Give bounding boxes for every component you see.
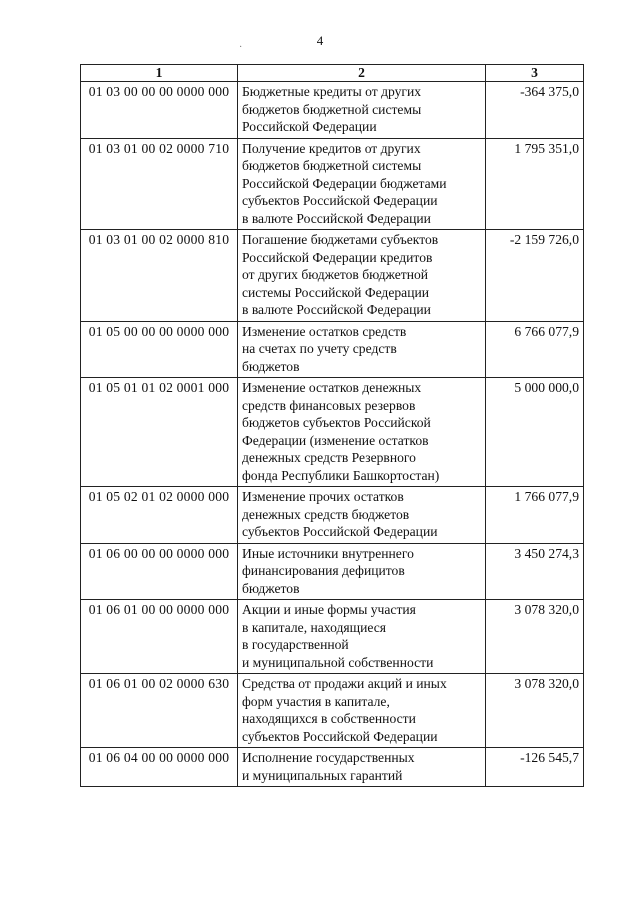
budget-code: 01 05 02 01 02 0000 000: [81, 487, 238, 544]
budget-code: 01 05 01 01 02 0001 000: [81, 378, 238, 487]
row-description: Средства от продажи акций и иных форм участия в капитале, находящихся в собственности субъектов Российской Федерации: [238, 674, 486, 748]
budget-code: 01 03 01 00 02 0000 710: [81, 138, 238, 230]
scan-speck: ·: [239, 42, 243, 53]
row-description: Изменение остатков денежных средств финансовых резервов бюджетов субъектов Российской Федерации (изменение остатков денежных средств Резервного фонда Республики Башкортостан): [238, 378, 486, 487]
row-amount: 1 766 077,9: [486, 487, 584, 544]
table-row: [81, 600, 584, 674]
column-header: 3: [486, 65, 584, 82]
sources-financing-table: [80, 64, 584, 787]
row-description: Изменение остатков средств на счетах по учету средств бюджетов: [238, 321, 486, 378]
budget-code: 01 06 01 00 00 0000 000: [81, 600, 238, 674]
row-amount: 1 795 351,0: [486, 138, 584, 230]
table-row: [81, 487, 584, 544]
row-amount: -2 159 726,0: [486, 230, 584, 322]
row-description: Изменение прочих остатков денежных средств бюджетов субъектов Российской Федерации: [238, 487, 486, 544]
budget-code: 01 03 00 00 00 0000 000: [81, 82, 238, 139]
budget-code: 01 06 00 00 00 0000 000: [81, 543, 238, 600]
row-description: Иные источники внутреннего финансирования дефицитов бюджетов: [238, 543, 486, 600]
row-description: Исполнение государственных и муниципальных гарантий: [238, 748, 486, 787]
budget-code: 01 05 00 00 00 0000 000: [81, 321, 238, 378]
row-description: Погашение бюджетами субъектов Российской Федерации кредитов от других бюджетов бюджетной системы Российской Федерации в валюте Российской Федерации: [238, 230, 486, 322]
table-row: [81, 321, 584, 378]
table-row: [81, 230, 584, 322]
row-description: Получение кредитов от других бюджетов бюджетной системы Российской Федерации бюджетами субъектов Российской Федерации в валюте Российской Федерации: [238, 138, 486, 230]
table-row: [81, 82, 584, 139]
row-amount: 3 078 320,0: [486, 674, 584, 748]
row-amount: -126 545,7: [486, 748, 584, 787]
table-row: [81, 748, 584, 787]
row-description: Акции и иные формы участия в капитале, находящиеся в государственной и муниципальной собственности: [238, 600, 486, 674]
row-amount: 3 450 274,3: [486, 543, 584, 600]
table-header-row: [81, 65, 584, 82]
row-description: Бюджетные кредиты от других бюджетов бюджетной системы Российской Федерации: [238, 82, 486, 139]
row-amount: 3 078 320,0: [486, 600, 584, 674]
table-row: [81, 543, 584, 600]
budget-code: 01 06 04 00 00 0000 000: [81, 748, 238, 787]
budget-code: 01 06 01 00 02 0000 630: [81, 674, 238, 748]
row-amount: -364 375,0: [486, 82, 584, 139]
row-amount: 6 766 077,9: [486, 321, 584, 378]
table-row: [81, 138, 584, 230]
page-number: 4: [316, 33, 324, 48]
table-row: [81, 674, 584, 748]
budget-code: 01 03 01 00 02 0000 810: [81, 230, 238, 322]
column-header: 2: [238, 65, 486, 82]
table-row: [81, 378, 584, 487]
column-header: 1: [81, 65, 238, 82]
row-amount: 5 000 000,0: [486, 378, 584, 487]
